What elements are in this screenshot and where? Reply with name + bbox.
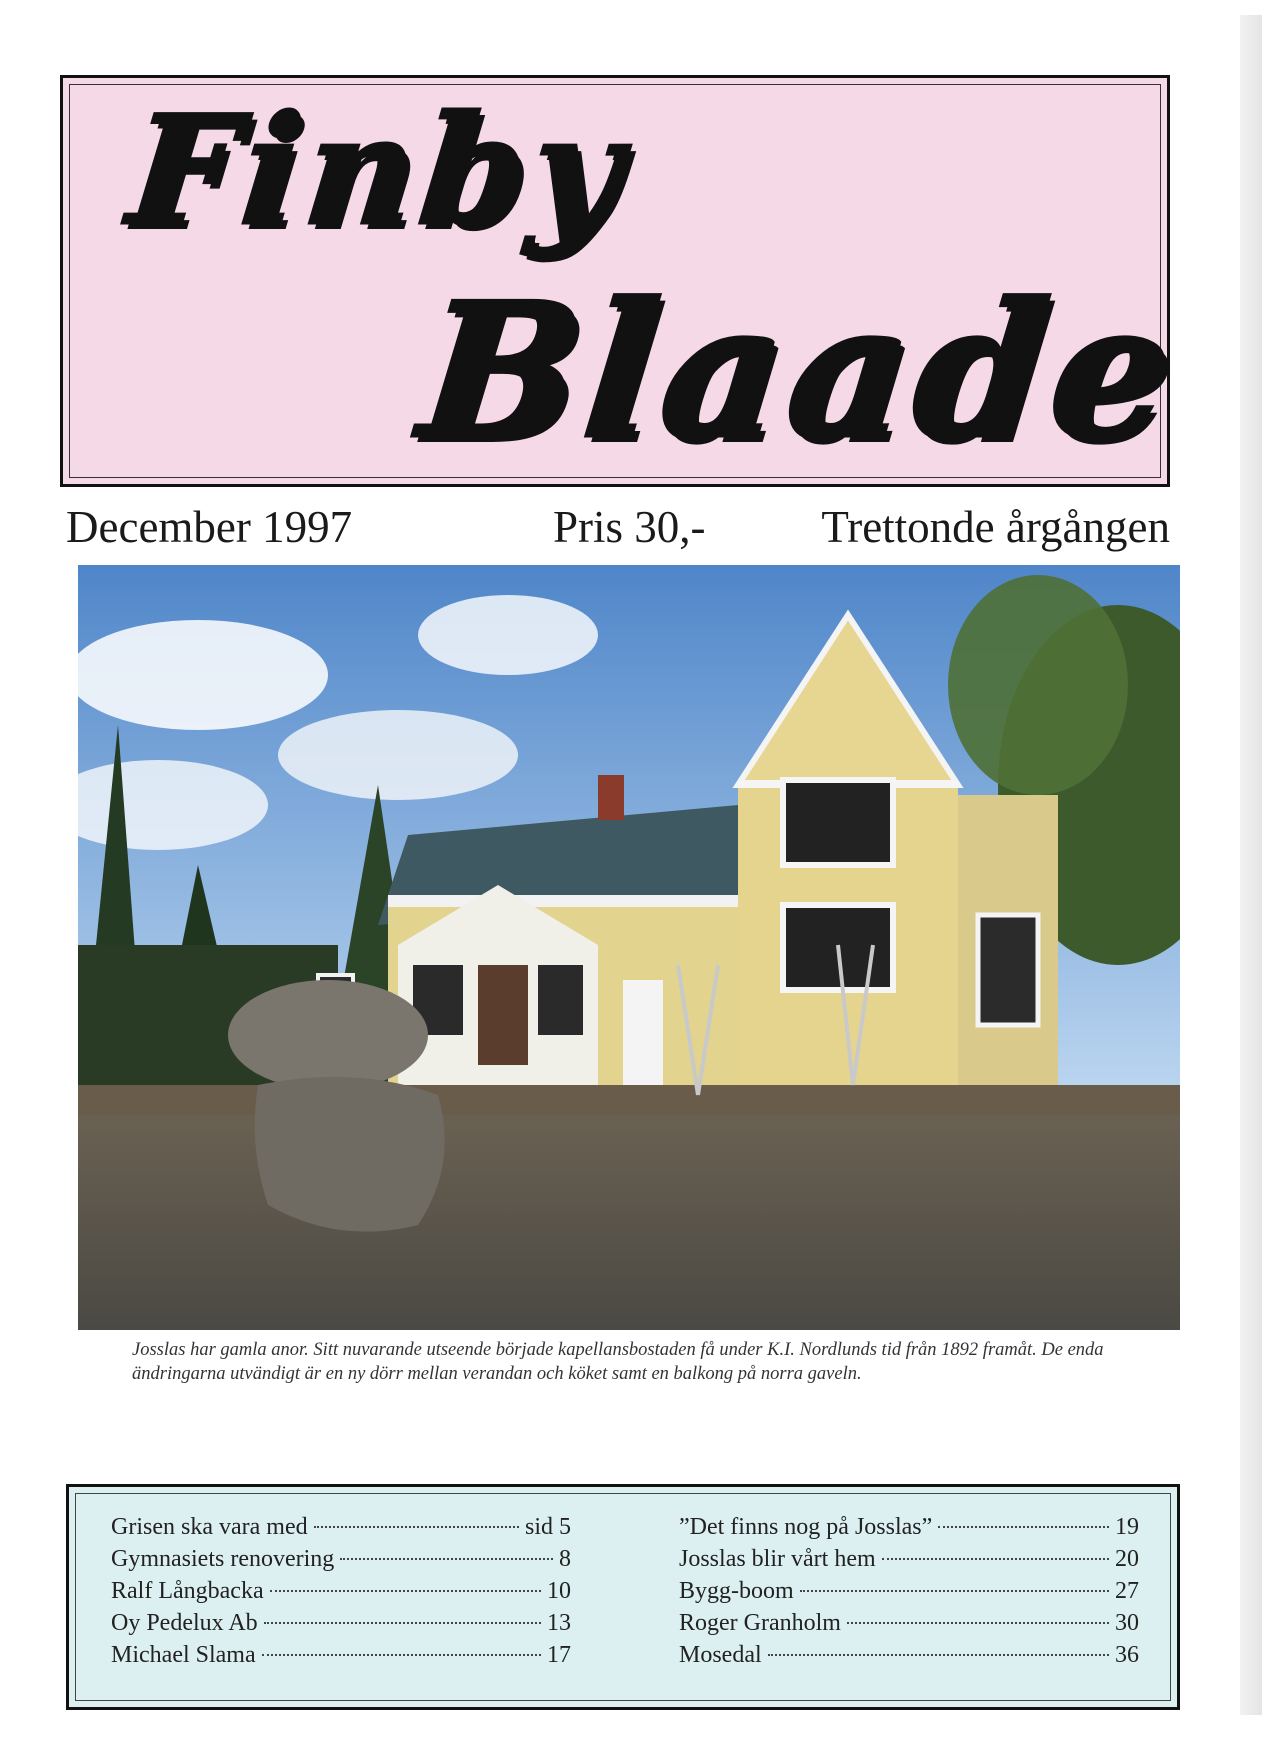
- toc-entry[interactable]: [679, 1607, 1139, 1639]
- cover-photo-illustration: [78, 565, 1180, 1330]
- toc-entry-page: 27: [1115, 1578, 1139, 1604]
- issue-price: Pris 30,-: [553, 502, 706, 552]
- toc-entry[interactable]: [679, 1511, 1139, 1543]
- issue-volume: Trettonde årgången: [821, 502, 1170, 552]
- toc-entry-page: 13: [547, 1610, 571, 1636]
- toc-leader-dots: [882, 1558, 1109, 1560]
- toc-entry-title: Mosedal: [679, 1642, 762, 1668]
- toc-column-right: [679, 1511, 1139, 1671]
- toc-entry[interactable]: [111, 1639, 571, 1671]
- toc-entry-page: 8: [559, 1546, 571, 1572]
- toc-entry[interactable]: [679, 1639, 1139, 1671]
- toc-entry-page: 10: [547, 1578, 571, 1604]
- toc-entry-page: sid 5: [524, 1514, 571, 1540]
- toc-entry-title: Roger Granholm: [679, 1610, 841, 1636]
- toc-leader-dots: [262, 1654, 541, 1656]
- table-of-contents: [66, 1484, 1180, 1710]
- toc-leader-dots: [340, 1558, 553, 1560]
- toc-entry-title: Josslas blir vårt hem: [679, 1546, 876, 1572]
- toc-entry-title: Ralf Långbacka: [111, 1578, 264, 1604]
- toc-entry-title: Bygg-boom: [679, 1578, 794, 1604]
- toc-leader-dots: [264, 1622, 541, 1624]
- toc-entry[interactable]: [111, 1575, 571, 1607]
- masthead-title-blaade: Blaade: [411, 261, 1188, 480]
- toc-entry[interactable]: [111, 1543, 571, 1575]
- toc-leader-dots: [314, 1526, 519, 1528]
- masthead-title-finby: Finby: [121, 83, 635, 259]
- toc-leader-dots: [768, 1654, 1109, 1656]
- toc-leader-dots: [270, 1590, 541, 1592]
- toc-entry-title: Gymnasiets renovering: [111, 1546, 335, 1572]
- toc-leader-dots: [938, 1526, 1109, 1528]
- toc-entry-page: 20: [1115, 1546, 1139, 1572]
- toc-entry[interactable]: [111, 1607, 571, 1639]
- toc-entry-page: 36: [1115, 1642, 1139, 1668]
- toc-entry-title: ”Det finns nog på Josslas”: [679, 1514, 933, 1540]
- issue-date: December 1997: [66, 502, 353, 552]
- toc-entry-title: Oy Pedelux Ab: [111, 1610, 258, 1636]
- toc-entry-page: 17: [547, 1642, 571, 1668]
- toc-entry[interactable]: [111, 1511, 571, 1543]
- toc-column-left: [111, 1511, 571, 1671]
- toc-entry-title: Grisen ska vara med: [111, 1514, 308, 1540]
- toc-entry-page: 19: [1115, 1514, 1139, 1540]
- page-edge-shadow: [1240, 15, 1262, 1715]
- toc-entry-page: 30: [1115, 1610, 1139, 1636]
- toc-leader-dots: [800, 1590, 1109, 1592]
- masthead: [60, 75, 1188, 487]
- toc-entry[interactable]: [679, 1575, 1139, 1607]
- cover-photo: [78, 565, 1180, 1330]
- toc-entry-title: Michael Slama: [111, 1642, 256, 1668]
- photo-caption: Josslas har gamla anor. Sitt nuvarande utseende började kapellansbostaden få under K.I. Nordlunds tid från 1892 framåt. De enda ändringarna utvändigt är en ny dörr mellan verandan och köket samt en balkong på norra gaveln.: [132, 1340, 1104, 1384]
- toc-entry[interactable]: [679, 1543, 1139, 1575]
- toc-leader-dots: [847, 1622, 1109, 1624]
